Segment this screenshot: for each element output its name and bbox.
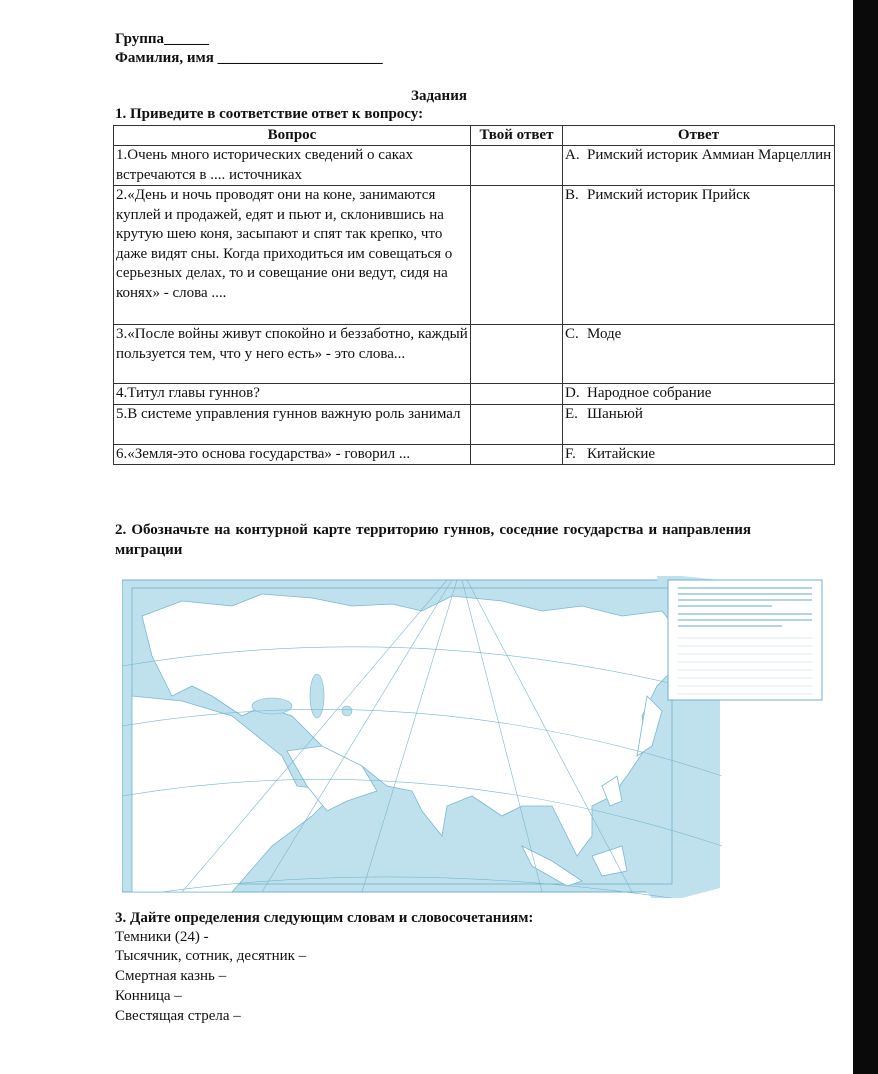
definition-item: Темники (24) - [115,929,209,945]
table-row [114,186,835,325]
group-field: Группа______ [115,31,210,47]
column-answer: Ответ [563,126,835,146]
answer-cell [563,325,835,384]
task3-heading: 3. Дайте определения следующим словам и словосочетаниям: [115,910,534,926]
answer-cell [563,186,835,325]
table-header [114,126,835,146]
answer-text: Римский историк Прийск [587,187,751,203]
task1-heading: 1. Приведите в соответствие ответ к вопросу: [115,106,424,122]
your-answer-cell[interactable] [471,384,563,405]
answer-letter: B. [565,187,579,203]
table-row [114,384,835,405]
answer-text: Народное собрание [587,385,712,401]
table-row [114,444,835,465]
answer-cell [563,384,835,405]
definition-item: Тысячник, сотник, десятник – [115,948,307,964]
map-legend-box [668,580,822,700]
question-cell: 1.Очень много исторических сведений о саках встречаются в .... источниках [114,146,471,186]
answer-text: Римский историк Аммиан Марцеллин [587,147,832,163]
column-your-answer: Твой ответ [471,126,563,146]
question-cell: 6.«Земля-это основа государства» - говорил ... [114,444,471,465]
page-title: Задания [411,88,467,104]
table-row [114,146,835,186]
answer-letter: C. [565,326,579,342]
definition-item: Свестящая стрела – [115,1008,241,1024]
matching-table [113,125,835,465]
answer-text: Шаньюй [587,405,643,422]
answer-cell [563,444,835,465]
definition-item: Конница – [115,988,182,1004]
question-cell: 2.«День и ночь проводят они на коне, занимаются куплей и продажей, едят и пьют и, склонившись на крутую шею коня, засыпают и спят так крепко, что даже видят сны. Когда приходиться им совещаться о серьезных делах, то и совещание они ведут, сидя на конях» - слова .... [114,186,471,325]
answer-text: Китайские [587,445,656,462]
answer-letter: F. [565,445,576,462]
answer-text: Моде [587,326,622,342]
your-answer-cell[interactable] [471,325,563,384]
table-row [114,404,835,444]
answer-letter: D. [565,385,580,401]
question-cell: 3.«После войны живут спокойно и беззаботно, каждый пользуется тем, что у него есть» - это слова... [114,325,471,384]
your-answer-cell[interactable] [471,404,563,444]
answer-cell [563,404,835,444]
column-question: Вопрос [114,126,471,146]
name-field: Фамилия, имя ______________________ [115,50,383,66]
definition-item: Смертная казнь – [115,968,227,984]
question-cell: 4.Титул главы гуннов? [114,384,471,405]
task2-heading: 2. Обозначьте на контурной карте территорию гуннов, соседние государства и направления миграции [115,522,751,558]
answer-letter: E. [565,405,578,422]
question-cell: 5.В системе управления гуннов важную роль занимал [114,404,471,444]
answer-letter: A. [565,147,580,163]
your-answer-cell[interactable] [471,444,563,465]
photo-edge [853,0,878,1074]
contour-map-eurasia [122,576,824,898]
your-answer-cell[interactable] [471,146,563,186]
your-answer-cell[interactable] [471,186,563,325]
answer-cell [563,146,835,186]
table-row [114,325,835,384]
